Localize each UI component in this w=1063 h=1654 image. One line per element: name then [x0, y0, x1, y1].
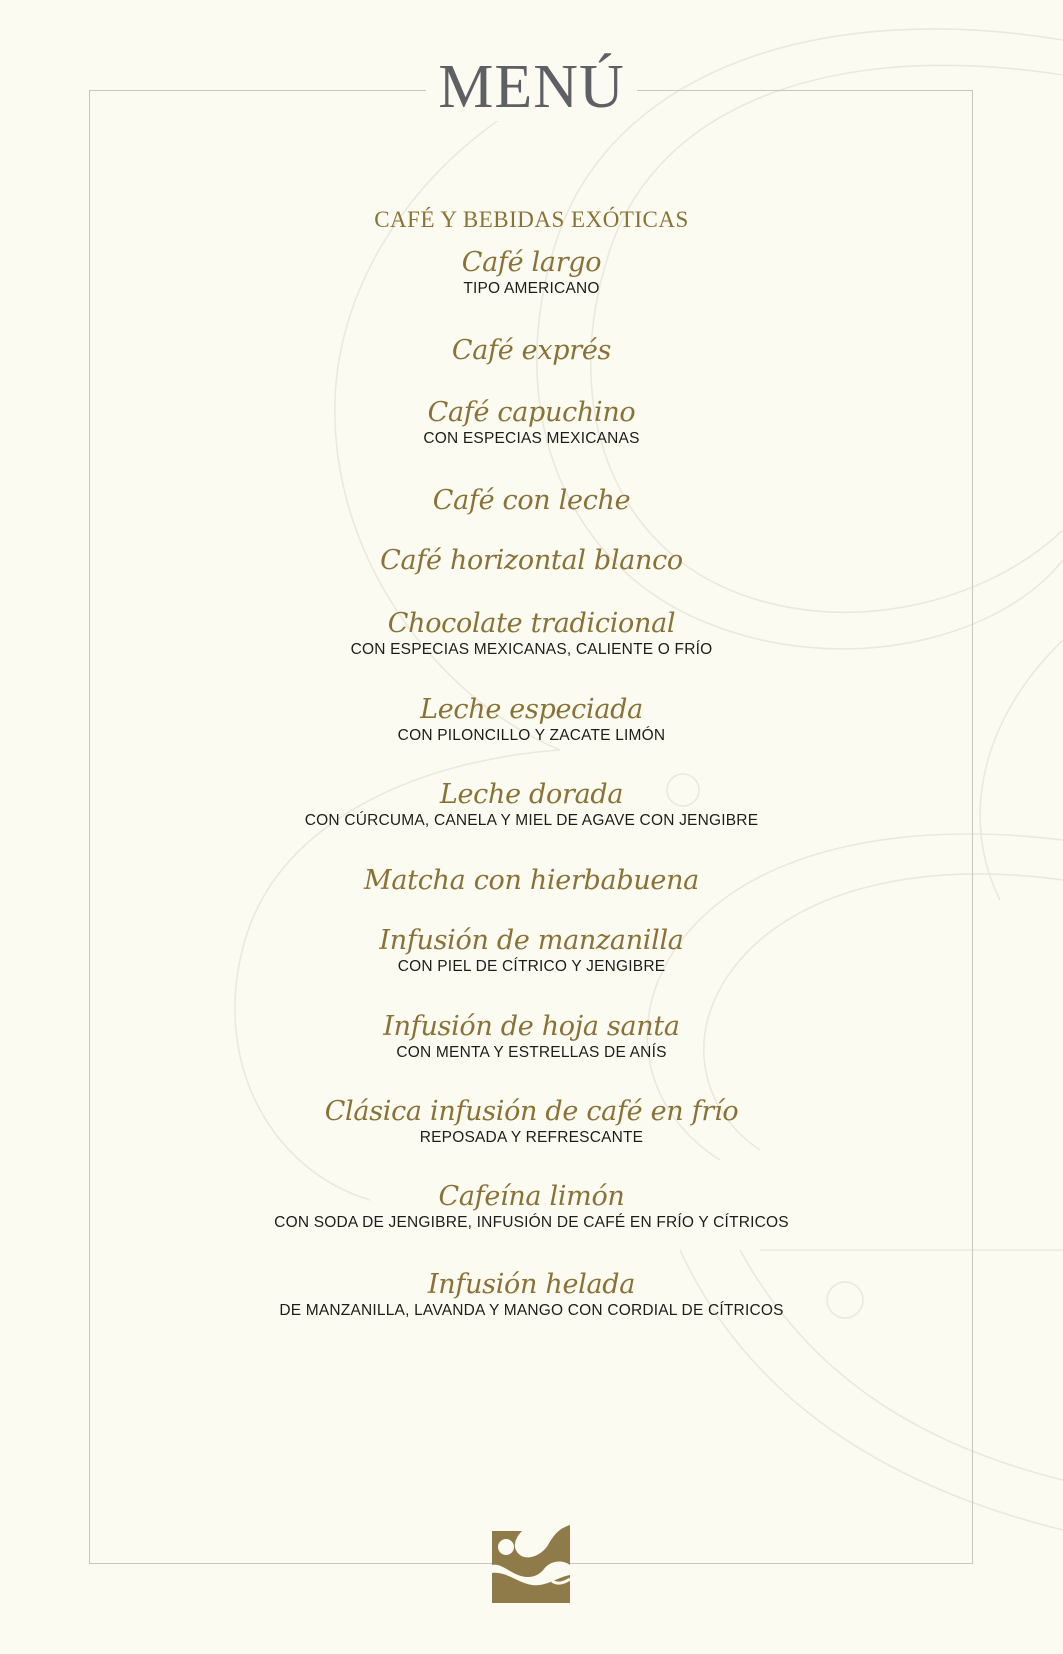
menu-item: [0, 484, 1063, 518]
menu-item-name: Infusión de manzanilla: [379, 925, 684, 956]
menu-item-name: Leche dorada: [439, 779, 624, 810]
menu-item-name: Café con leche: [432, 485, 631, 516]
menu-item: [0, 544, 1063, 578]
menu-item-name: Chocolate tradicional: [387, 608, 676, 639]
menu-item-description: REPOSADA Y REFRESCANTE: [419, 1129, 644, 1146]
menu-item: [0, 1180, 1063, 1232]
section-title: CAFÉ Y BEBIDAS EXÓTICAS: [374, 207, 689, 232]
menu-item-description: TIPO AMERICANO: [463, 280, 600, 297]
menu-item-name: Cafeína limón: [438, 1181, 625, 1212]
menu-item-name: Café exprés: [451, 335, 612, 366]
menu-item-description: CON PILONCILLO Y ZACATE LIMÓN: [397, 727, 666, 744]
menu-item-name: Café capuchino: [427, 397, 636, 428]
menu-item-description: CON CÚRCUMA, CANELA Y MIEL DE AGAVE CON JENGIBRE: [304, 812, 759, 829]
menu-item-description: CON PIEL DE CÍTRICO Y JENGIBRE: [397, 958, 666, 975]
menu-item-name: Infusión de hoja santa: [383, 1011, 680, 1042]
menu-item: [0, 924, 1063, 976]
menu-item-name: Clásica infusión de café en frío: [324, 1096, 739, 1127]
menu-item-description: CON ESPECIAS MEXICANAS: [423, 430, 640, 447]
menu-item: [0, 1268, 1063, 1320]
menu-item: [0, 334, 1063, 368]
menu-item: [0, 396, 1063, 448]
menu-item-name: Leche especiada: [420, 694, 643, 725]
menu-item: [0, 778, 1063, 830]
brand-monogram-icon: [492, 1525, 570, 1603]
menu-item: [0, 864, 1063, 898]
menu-item: [0, 693, 1063, 745]
menu-item-name: Café horizontal blanco: [380, 545, 683, 576]
menu-item-name: Café largo: [461, 247, 602, 278]
menu-item-description: CON SODA DE JENGIBRE, INFUSIÓN DE CAFÉ EN FRÍO Y CÍTRICOS: [274, 1214, 789, 1231]
menu-item: [0, 246, 1063, 298]
menu-item-description: CON MENTA Y ESTRELLAS DE ANÍS: [396, 1044, 667, 1061]
menu-item-name: Matcha con hierbabuena: [364, 865, 699, 896]
menu-item: [0, 1095, 1063, 1147]
menu-item: [0, 607, 1063, 659]
menu-item: [0, 1010, 1063, 1062]
page-title: MENÚ: [0, 52, 1063, 122]
menu-item-name: Infusión helada: [427, 1269, 636, 1300]
menu-item-description: CON ESPECIAS MEXICANAS, CALIENTE O FRÍO: [350, 641, 713, 658]
menu-item-description: DE MANZANILLA, LAVANDA Y MANGO CON CORDIAL DE CÍTRICOS: [279, 1302, 784, 1319]
